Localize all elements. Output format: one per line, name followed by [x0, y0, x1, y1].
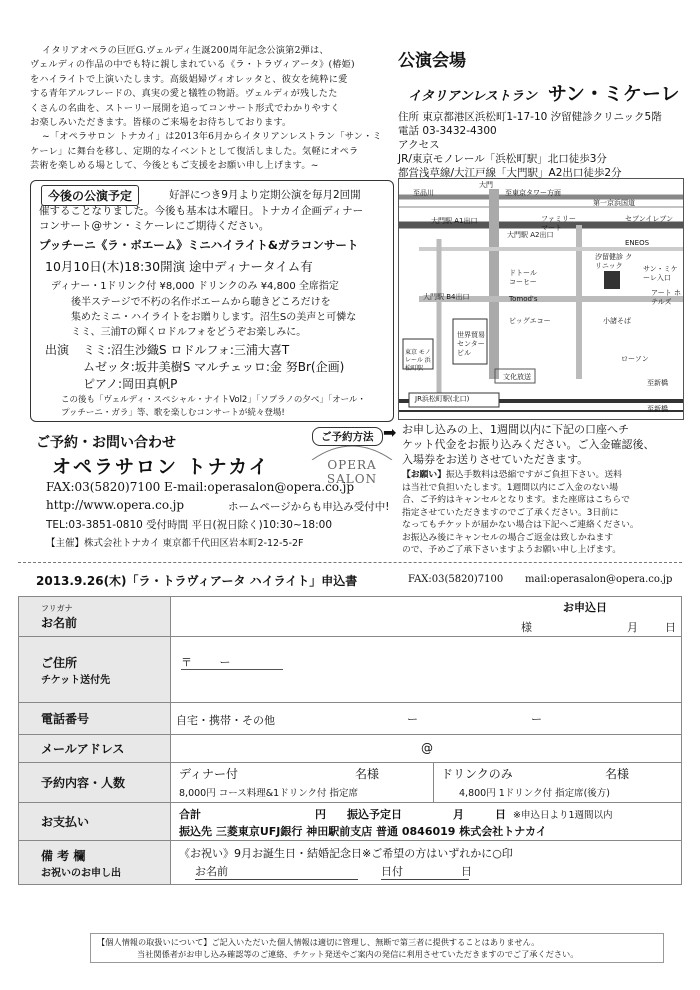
apply-day: 日	[665, 621, 676, 634]
furigana-label: フリガナ	[41, 603, 73, 613]
intro-line: 芸術を楽しめる場として、今後ともご支援をお願い申し上げます。~	[30, 160, 319, 172]
map-label-seven: セブンイレブン	[625, 215, 674, 223]
reservation-line: 入場券をお送りさせていただきます。	[402, 453, 589, 466]
transfer-date-label: 振込予定日	[347, 808, 402, 821]
reservation-line: ケット代金をお振り込みください。ご入金確認後、	[402, 438, 655, 451]
future-line-3: コンサート@サン・ミケーレにご期待ください。	[39, 220, 270, 232]
reservation-arrow-icon: ➡	[383, 423, 397, 442]
venue-section	[398, 46, 688, 180]
map-label-big-echo: ビッグエコー	[509, 317, 551, 325]
map-label-shinbashi-2: 至新橋	[647, 405, 668, 413]
form-row-payment	[19, 803, 682, 841]
total-label: 合計	[179, 808, 201, 821]
cast-line-1: ミミ:沼生沙織S ロドルフォ:三浦大喜T	[83, 343, 290, 357]
intro-line: お楽しみいただきます。皆様のご来場をお待ちしております。	[30, 117, 292, 129]
apply-date-label: お申込日	[563, 601, 607, 614]
future-note-1: この後も「ヴェルディ・スペシャル・ナイトVol2」「ソプラノの夕べ」「オール・	[61, 395, 366, 405]
logo-text: OPERA SALON	[326, 458, 378, 486]
concert-title: プッチーニ《ラ・ボエーム》ミニハイライト&ガラコンサート	[39, 238, 359, 252]
reservation-line: お申し込みの上、1週間以内に下記の口座へチ	[402, 423, 629, 436]
map-label-b4: 大門駅 B4出口	[423, 293, 470, 301]
bank-info: 振込先 三菱東京UFJ銀行 神田駅前支店 普通 0846019 株式会社トナカイ	[179, 825, 547, 838]
address-label-cell	[19, 637, 171, 703]
phone-input-cell[interactable]	[171, 703, 682, 735]
contact-sponsor: 【主催】株式会社トナカイ 東京都千代田区岩本町2-12-5-2F	[46, 538, 304, 549]
map-label-tokyo-tower: 至東京タワー方面	[505, 189, 561, 197]
remarks-input-cell[interactable]	[171, 841, 682, 885]
remarks-day: 日	[461, 865, 472, 878]
request-line: なってもチケットが届かない場合は下記へご連絡ください。	[402, 520, 639, 530]
transfer-day: 日	[495, 808, 506, 821]
map-label-eneos: ENEOS	[625, 239, 650, 247]
request-line: お振込み後にキャンセルの場合ご返金は致しかねます	[402, 532, 614, 543]
request-block	[402, 469, 694, 557]
intro-line: ヴェルディの作品の中でも特に親しまれている《ラ・トラヴィアータ》(椿姫)	[30, 59, 355, 71]
intro-line: くさんの名曲を、ストーリー展開を追ってコンサート形式でわかりやすく	[30, 102, 340, 114]
application-form	[18, 596, 682, 885]
phone-type: 自宅・携帯・その他	[176, 714, 275, 727]
name-label-cell	[19, 597, 171, 637]
reserve-input-cell[interactable]	[171, 763, 682, 803]
address-sub: チケット送付先	[41, 674, 111, 686]
map-label-shinagawa: 至品川	[413, 189, 434, 197]
form-row-name	[19, 597, 682, 637]
intro-text	[30, 44, 400, 174]
form-mail: mail:operasalon@opera.co.jp	[525, 574, 673, 585]
venue-restaurant	[398, 79, 688, 106]
privacy-line-1: 【個人情報の取扱いについて】ご記入いただいた個人情報は適切に管理し、無断で第三者に提供することはありません。	[97, 937, 540, 947]
map-label-art-hotel: アート ホテルズ	[651, 289, 682, 306]
request-line: 合、ご予約はキャンセルとなります。また座席はこちらで	[402, 495, 630, 505]
restaurant-prefix: イタリアンレストラン	[408, 89, 537, 104]
phone-dash-1: ー	[407, 713, 418, 726]
intro-line: をハイライトで上演いたします。高級娼婦ヴィオレッタと、彼女を純粋に愛	[30, 73, 348, 85]
contact-name: オペラサロン トナカイ	[52, 456, 270, 478]
privacy-box	[90, 933, 664, 963]
form-title: 2013.9.26(木)「ラ・トラヴィアータ ハイライト」申込書	[36, 574, 358, 588]
request-line: 振込手数料は恐縮ですがご負担下さい。送料	[446, 470, 622, 480]
concert-desc-1: 後半ステージで不朽の名作ボエームから聴きどころだけを	[71, 297, 331, 308]
drink-label: ドリンクのみ	[441, 767, 513, 781]
concert-desc-2: 集めたミニ・ハイライトをお贈りします。沼生Sの美声と可憐な	[71, 312, 357, 323]
map-label-san-michele: サン・ミケーレ入口	[643, 265, 678, 282]
name-input-cell[interactable]	[171, 597, 682, 637]
form-row-phone	[19, 703, 682, 735]
address-label: ご住所	[41, 655, 78, 670]
request-line: ので、予めご了承下さいますようお願い申し上げます。	[402, 545, 622, 555]
payment-label: お支払い	[19, 803, 171, 841]
reserve-label: 予約内容・人数	[19, 763, 171, 803]
venue-access-1: JR/東京モノレール「浜松町駅」北口徒歩3分	[398, 153, 607, 165]
venue-heading: 公演会場	[398, 51, 466, 71]
form-fax: FAX:03(5820)7100	[408, 574, 504, 585]
intro-line: ケーレ」に舞台を移し、定期的なイベントとして復活しました。気軽にオペラ	[30, 145, 359, 157]
map-label-tomods: Tomod's	[509, 295, 538, 303]
intro-line: ~「オペラサロン トナカイ」は2013年6月からイタリアンレストラン「サン・ミ	[42, 131, 382, 143]
cast-line-2: ムゼッタ:坂井美樹S マルチェッロ:金 努Br(企画)	[83, 360, 345, 374]
map-label-daimon: 大門	[479, 181, 493, 189]
map-label-doutor: ドトール コーヒー	[509, 269, 537, 286]
venue-access-label: アクセス	[398, 139, 440, 151]
dinner-sama: 名様	[355, 767, 380, 781]
future-line-2: 催することなりました。今後も基本は木曜日。トナカイ企画ディナー	[39, 205, 364, 217]
transfer-note: ※申込日より1週間以内	[513, 810, 613, 821]
contact-heading: ご予約・お問い合わせ	[36, 435, 176, 451]
map-label-shinbashi-1: 至新橋	[647, 379, 668, 387]
drink-price: 4,800円 1ドリンク付 指定席(後方)	[459, 788, 611, 799]
concert-price: ディナー・1ドリンク付 ¥8,000 ドリンクのみ ¥4,800 全席指定	[51, 281, 339, 292]
form-row-address	[19, 637, 682, 703]
transfer-month: 月	[453, 808, 464, 821]
dinner-price: 8,000円 コース料理&1ドリンク付 指定席	[179, 788, 359, 799]
concert-desc-3: ミミ、三浦Tの輝くロドルフォをどうぞお楽しみに。	[71, 327, 307, 338]
form-row-reservation	[19, 763, 682, 803]
map-label-komatsu: 小諸そば	[603, 317, 631, 325]
intro-line: イタリアオペラの巨匠G.ヴェルディ生誕200周年記念公演第2弾は、	[42, 45, 329, 56]
map-label-wtc: 世界貿易 センター ビル	[457, 331, 485, 357]
map-label-clinic: 汐留健診 クリニック	[595, 253, 633, 270]
request-line: は当社で負担いたします。1週間以内にご入金のない場	[402, 482, 619, 493]
cast-label: 出演	[45, 343, 70, 357]
contact-section	[30, 432, 400, 552]
remarks-name: お名前	[195, 863, 358, 880]
map-label-a1: 大門駅 A1出口	[431, 217, 478, 225]
concert-date: 10月10日(木)18:30開演 途中ディナータイム有	[45, 259, 313, 274]
map-label-first-keihin: 第一京浜国道	[593, 199, 635, 207]
access-map	[398, 178, 684, 420]
phone-dash-2: ー	[531, 713, 542, 726]
map-label-a2: 大門駅 A2出口	[507, 231, 554, 239]
reserve-divider	[433, 763, 434, 803]
future-title: 今後の公演予定	[41, 185, 139, 206]
map-label-lawson: ローソン	[621, 355, 649, 363]
restaurant-name: サン・ミケーレ	[547, 83, 680, 105]
future-schedule-box	[30, 180, 394, 422]
name-sama: 様	[521, 621, 532, 634]
postal-label: 〒 ー	[181, 656, 283, 670]
map-label-monorail: 東京 モノレール 浜松町駅	[405, 349, 431, 372]
contact-tel: TEL:03-3851-0810 受付時間 平日(祝日除く)10:30~18:00	[46, 519, 333, 531]
request-label: 【お願い】	[402, 470, 446, 480]
form-row-email	[19, 735, 682, 763]
contact-fax-email: FAX:03(5820)7100 E-mail:operasalon@opera.co.jp	[46, 480, 355, 494]
remarks-label: 備 考 欄	[41, 848, 86, 863]
map-label-jr-north: JR浜松町駅(北口)	[415, 395, 470, 403]
reservation-label: ご予約方法	[312, 427, 383, 446]
intro-line: する青年アルフレードの、真実の愛と犠牲の物語。ヴェルディが残したた	[30, 88, 338, 100]
venue-address: 住所 東京都港区浜松町1-17-10 汐留健診クリニック5階	[398, 111, 662, 123]
total-yen: 円	[315, 808, 326, 821]
map-label-famima: ファミリー マート	[541, 215, 576, 232]
request-line: 指定させていただきますのでご了承ください。3日前に	[402, 507, 619, 518]
privacy-line-2: 当社関係者がお申し込み確認等のご連絡、チケット発送やご案内の発信に利用させていただきますのでご了承ください。	[137, 949, 579, 959]
remarks-line-1: 《お祝い》9月お誕生日・結婚記念日※ご希望の方はいずれかに○印	[179, 847, 513, 860]
payment-input-cell[interactable]	[171, 803, 682, 841]
apply-month: 月	[627, 621, 638, 634]
venue-access-2: 都営浅草線/大江戸線「大門駅」A2出口徒歩2分	[398, 167, 622, 179]
phone-label: 電話番号	[19, 703, 171, 735]
form-row-remarks	[19, 841, 682, 885]
cast-line-3: ピアノ:岡田真帆P	[83, 377, 178, 391]
email-input-cell[interactable]	[171, 735, 682, 763]
future-note-2: プッチーニ・ガラ」等、歌を楽しむコンサートが続々登場!	[61, 408, 285, 418]
remarks-sub: お祝いのお申し出	[41, 867, 121, 879]
email-at: @	[421, 741, 433, 755]
reservation-text	[402, 422, 694, 557]
dinner-label: ディナー付	[179, 767, 239, 781]
address-input-cell[interactable]	[171, 637, 682, 703]
cut-line	[18, 562, 682, 563]
remarks-date: 日付	[381, 863, 469, 880]
map-label-bunka: 文化放送	[503, 373, 531, 381]
name-label: お名前	[41, 615, 78, 630]
future-line-1: 好評につき9月より定期公演を毎月2回開	[169, 189, 361, 201]
contact-web-note: ホームページからも申込み受付中!	[228, 501, 390, 513]
venue-phone: 電話 03-3432-4300	[398, 125, 497, 137]
contact-web[interactable]: http://www.opera.co.jp	[46, 498, 185, 512]
drink-sama: 名様	[605, 767, 630, 781]
email-label: メールアドレス	[19, 735, 171, 763]
remarks-label-cell	[19, 841, 171, 885]
